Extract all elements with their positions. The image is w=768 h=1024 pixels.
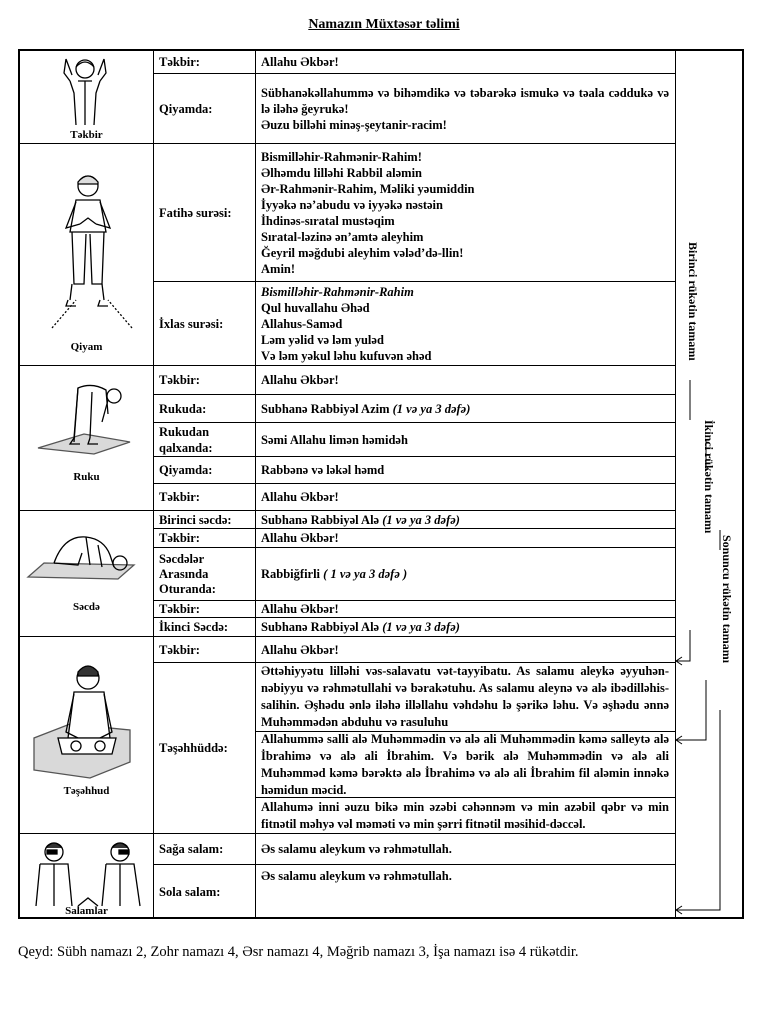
section-label-salamlar: Salamlar (65, 905, 108, 917)
row-text: Subhanə Rabbiyəl Azim (1 və ya 3 dəfə) (261, 401, 471, 416)
tekbir-figure (50, 55, 120, 127)
row-label: Təkbir: (159, 602, 200, 616)
row-text: Bismilləhir-Rahmənir-Rahim! Əlhəmdu lilləhi Rabbil aləmin Ər-Rahmənir-Rahim, Məliki yəumiddin İyyəkə nə’abudu və iyyəkə nəstəin İhdinəs-sıratal mustəqim Sıratal-ləzinə ən’amtə aleyhim Ğeyril məğdubi aleyhim vələd’də-llin! Amin! (261, 149, 475, 276)
row-text: Səmi Allahu limən həmidəh (261, 432, 408, 447)
repeat-note: ( 1 və ya 3 dəfə ) (323, 567, 408, 581)
page-title-text: Namazın Müxtəsər təlimi (308, 17, 460, 32)
row-label: Qiyamda: (159, 463, 213, 477)
row-text: Allahu Əkbər! (261, 531, 339, 545)
ruku-figure (34, 378, 134, 458)
row-text: Əttəhiyyətu lilləhi vəs-salavatu vət-tayyibatu. As salamu aleykə əyyuhən-nəbiyyu və rəhmətullahi və bərakətuhu. As salamu aleynə və alə ibədilləhis-salihin. Əşhədu ənlə iləhə illəllahu vəhdəhu lə şərikə ləhu. Və əşhədu ənnə Muhəmmədən abduhu və rasuluhu (261, 664, 669, 729)
page-title (0, 17, 768, 33)
qiyam-figure (46, 172, 136, 332)
row-label: Rukuda: (159, 401, 207, 416)
section-label-ruku: Ruku (73, 471, 100, 483)
teshehhud-figure (30, 658, 138, 780)
row-label: Fatihə surəsi: (159, 205, 232, 220)
row-label: Rukudan qalxanda: (159, 424, 213, 455)
salamlar-figure (30, 840, 146, 908)
row-text: Allahu Əkbər! (261, 642, 339, 657)
row-text: Allahu Əkbər! (261, 373, 339, 387)
repeat-note: (1 və ya 3 dəfə) (382, 620, 460, 634)
row-text: Əs salamu aleykum və rəhmətullah. (261, 869, 452, 883)
row-label: Təkbir: (159, 490, 200, 504)
section-label-teshehhud: Təşəhhud (63, 785, 110, 797)
rakah-label-last: Sonuncu rükətin tamamı (720, 535, 734, 664)
rakah-label-second: İkinci rükətin tamamı (702, 420, 716, 534)
table-divider (255, 49, 256, 919)
row-text: Allahu Əkbər! (261, 602, 339, 616)
section-label-tekbir: Təkbir (70, 129, 103, 141)
row-label: Qiyamda: (159, 101, 213, 116)
row-label: İxlas surəsi: (159, 316, 224, 331)
repeat-note: (1 və ya 3 dəfə) (382, 512, 460, 527)
section-label-secde: Səcdə (73, 601, 100, 613)
section-divider (18, 365, 155, 366)
row-label: Təkbir: (159, 531, 200, 545)
row-label: Təkbir: (159, 373, 200, 387)
row-text: Allahu Əkbər! (261, 54, 339, 69)
row-text: Rabbiğfirli ( 1 və ya 3 dəfə ) (261, 567, 408, 581)
row-text: Bismilləhir-Rahmənir-Rahim Qul huvallahu Əhəd Allahus-Saməd Ləm yəlid və ləm yuləd Və ləm yəkul ləhu kufuvən əhəd (261, 285, 432, 363)
rakah-label-first: Birinci rükətin tamamı (686, 242, 700, 361)
row-text: Rabbənə və ləkəl həmd (261, 463, 385, 477)
row-text: Allahumə inni əuzu bikə min əzəbi cəhənnəm və min azəbil qəbr və min fitnətil məhyə vəl məməti və min şərri fitnətil məsihid-dəccəl. (261, 799, 669, 831)
row-label: Təkbir: (159, 54, 200, 69)
section-divider (18, 636, 155, 637)
row-text: Subhanə Rabbiyəl Alə (1 və ya 3 dəfə) (261, 620, 460, 634)
row-text: Allahu Əkbər! (261, 490, 339, 504)
row-label: Sağa salam: (159, 842, 224, 856)
secde-figure (24, 525, 142, 585)
row-text: Allahummə salli alə Muhəmmədin və alə ali Muhəmmədin kəmə salleytə alə İbrahimə və alə ali İbrahim. Və bərik alə Muhəmmədin və alə ali Muhəmməd kəmə bərəktə alə İbrahimə və alə ali İbrahim fil aləmin innəkə həmidun məcid. (261, 731, 669, 797)
repeat-note: (1 və ya 3 dəfə) (392, 401, 471, 416)
row-text: Subhanə Rabbiyəl Alə (1 və ya 3 dəfə) (261, 512, 460, 527)
row-label: Təkbir: (159, 642, 200, 657)
row-text: Əs salamu aleykum və rəhmətullah. (261, 842, 452, 856)
row-label: Sola salam: (159, 884, 221, 899)
footer-note: Qeyd: Sübh namazı 2, Zohr namazı 4, Əsr namazı 4, Məğrib namazı 3, İşa namazı isə 4 rükətdir. (18, 944, 579, 960)
basmala-italic: Bismilləhir-Rahmənir-Rahim (261, 285, 414, 299)
row-label: Səcdələr Arasında Oturanda: (159, 551, 216, 596)
row-label: Birinci səcdə: (159, 512, 232, 527)
section-divider (18, 143, 155, 144)
row-label: Təşəhhüddə: (159, 741, 228, 755)
row-label: İkinci Səcdə: (159, 620, 229, 634)
section-divider (18, 510, 155, 511)
row-text: Sübhanəkəllahummə və bihəmdikə və təbarəkə ismukə və təala cəddukə və lə iləhə ğeyrukə! Əuzu billəhi minəş-şeytanir-racim! (261, 85, 669, 132)
section-label-qiyam: Qiyam (70, 341, 103, 353)
section-divider (18, 833, 155, 834)
